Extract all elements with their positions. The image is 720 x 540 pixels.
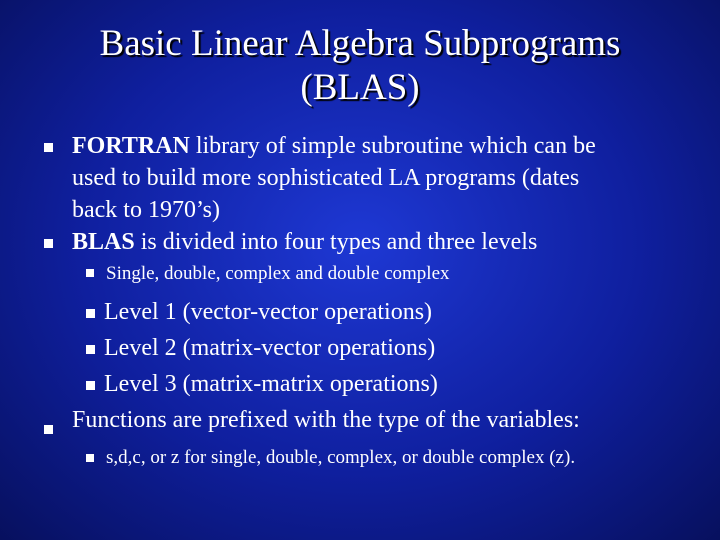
fortran-line-3: back to 1970’s) xyxy=(72,197,220,223)
bullet-square-icon xyxy=(44,425,53,434)
fortran-line1-rest: library of simple subroutine which can be xyxy=(189,133,596,159)
bullet-square-icon xyxy=(44,143,53,152)
bullet-square-icon xyxy=(44,239,53,248)
bullet-fortran xyxy=(72,130,596,163)
title-line-1: Basic Linear Algebra Subprograms xyxy=(99,23,621,64)
sub-bullet-square-icon xyxy=(86,269,94,277)
fortran-line-2: used to build more sophisticated LA programs (dates xyxy=(72,165,580,191)
slide-title xyxy=(40,22,680,110)
bullet-blas xyxy=(72,226,537,259)
fortran-lead: FORTRAN xyxy=(72,133,190,159)
sub-bullet-square-icon xyxy=(86,454,94,462)
prefix-note-item: s,d,c, or z for single, double, complex, or double complex (z). xyxy=(106,447,576,468)
blas-lead: BLAS xyxy=(72,229,135,255)
level-bullet-square-icon xyxy=(86,381,95,390)
title-line-2: (BLAS) xyxy=(300,67,420,108)
level-2-item: Level 2 (matrix-vector operations) xyxy=(104,335,436,361)
level-bullet-square-icon xyxy=(86,309,95,318)
level-1-item: Level 1 (vector-vector operations) xyxy=(104,299,433,325)
level-3-item: Level 3 (matrix-matrix operations) xyxy=(104,371,438,397)
level-bullet-square-icon xyxy=(86,345,95,354)
types-item: Single, double, complex and double complex xyxy=(106,263,450,284)
blas-rest: is divided into four types and three levels xyxy=(134,229,538,255)
functions-item: Functions are prefixed with the type of the variables: xyxy=(72,407,580,433)
